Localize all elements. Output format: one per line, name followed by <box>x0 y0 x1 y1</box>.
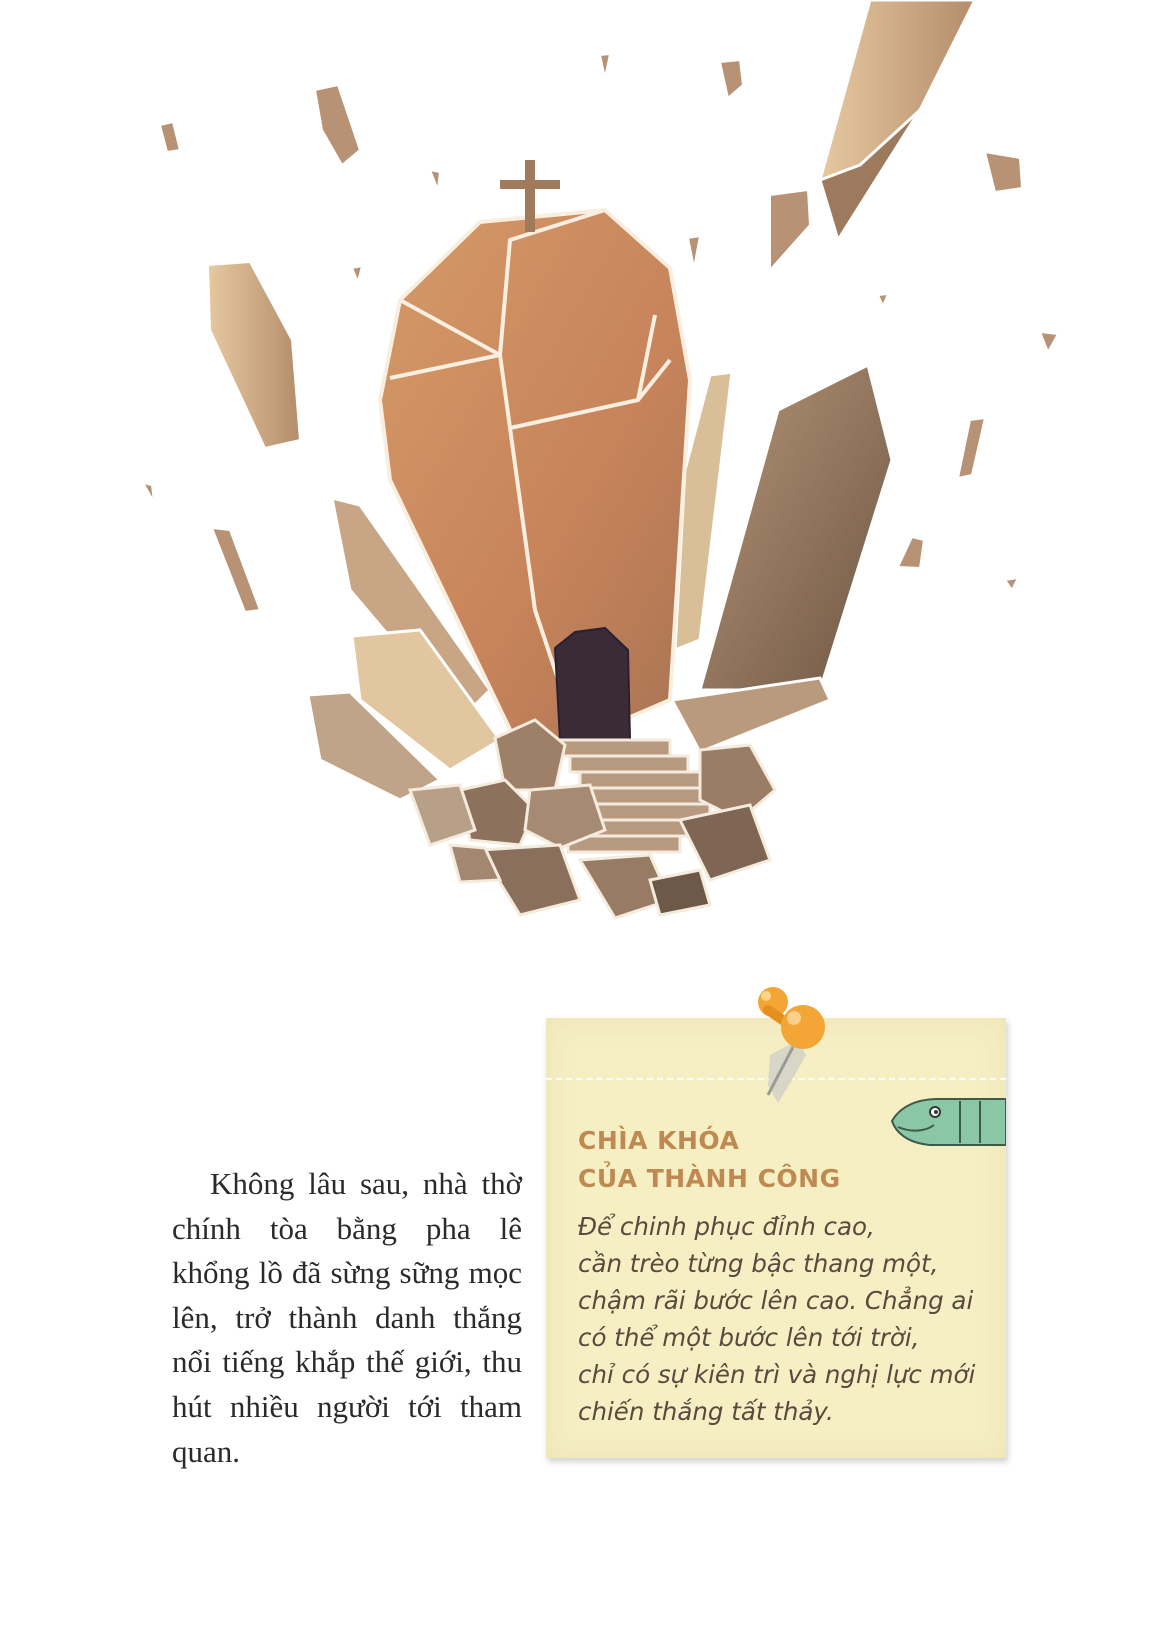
note-title <box>578 1122 841 1198</box>
falling-shard <box>820 0 975 240</box>
story-paragraph: Không lâu sau, nhà thờ chính tòa bằng pha lê khổng lồ đã sừng sững mọc lên, trở thành danh thắng nổi tiếng khắp thế giới, thu hút nhiều người tới tham quan. <box>172 1166 522 1469</box>
fish-icon <box>890 1085 1006 1155</box>
pushpin-icon <box>748 985 858 1115</box>
note-title-line-2: CỦA THÀNH CÔNG <box>578 1164 841 1193</box>
crystal-cathedral-illustration <box>60 0 1060 980</box>
note-body: Để chinh phục đỉnh cao, cần trèo từng bậc thang một, chậm rãi bước lên cao. Chẳng ai có thể một bước lên tới trời, chỉ có sự kiên trì và nghị lực mới chiến thắng tất thảy. <box>578 1212 976 1426</box>
note-title-line-1: CHÌA KHÓA <box>578 1126 740 1155</box>
